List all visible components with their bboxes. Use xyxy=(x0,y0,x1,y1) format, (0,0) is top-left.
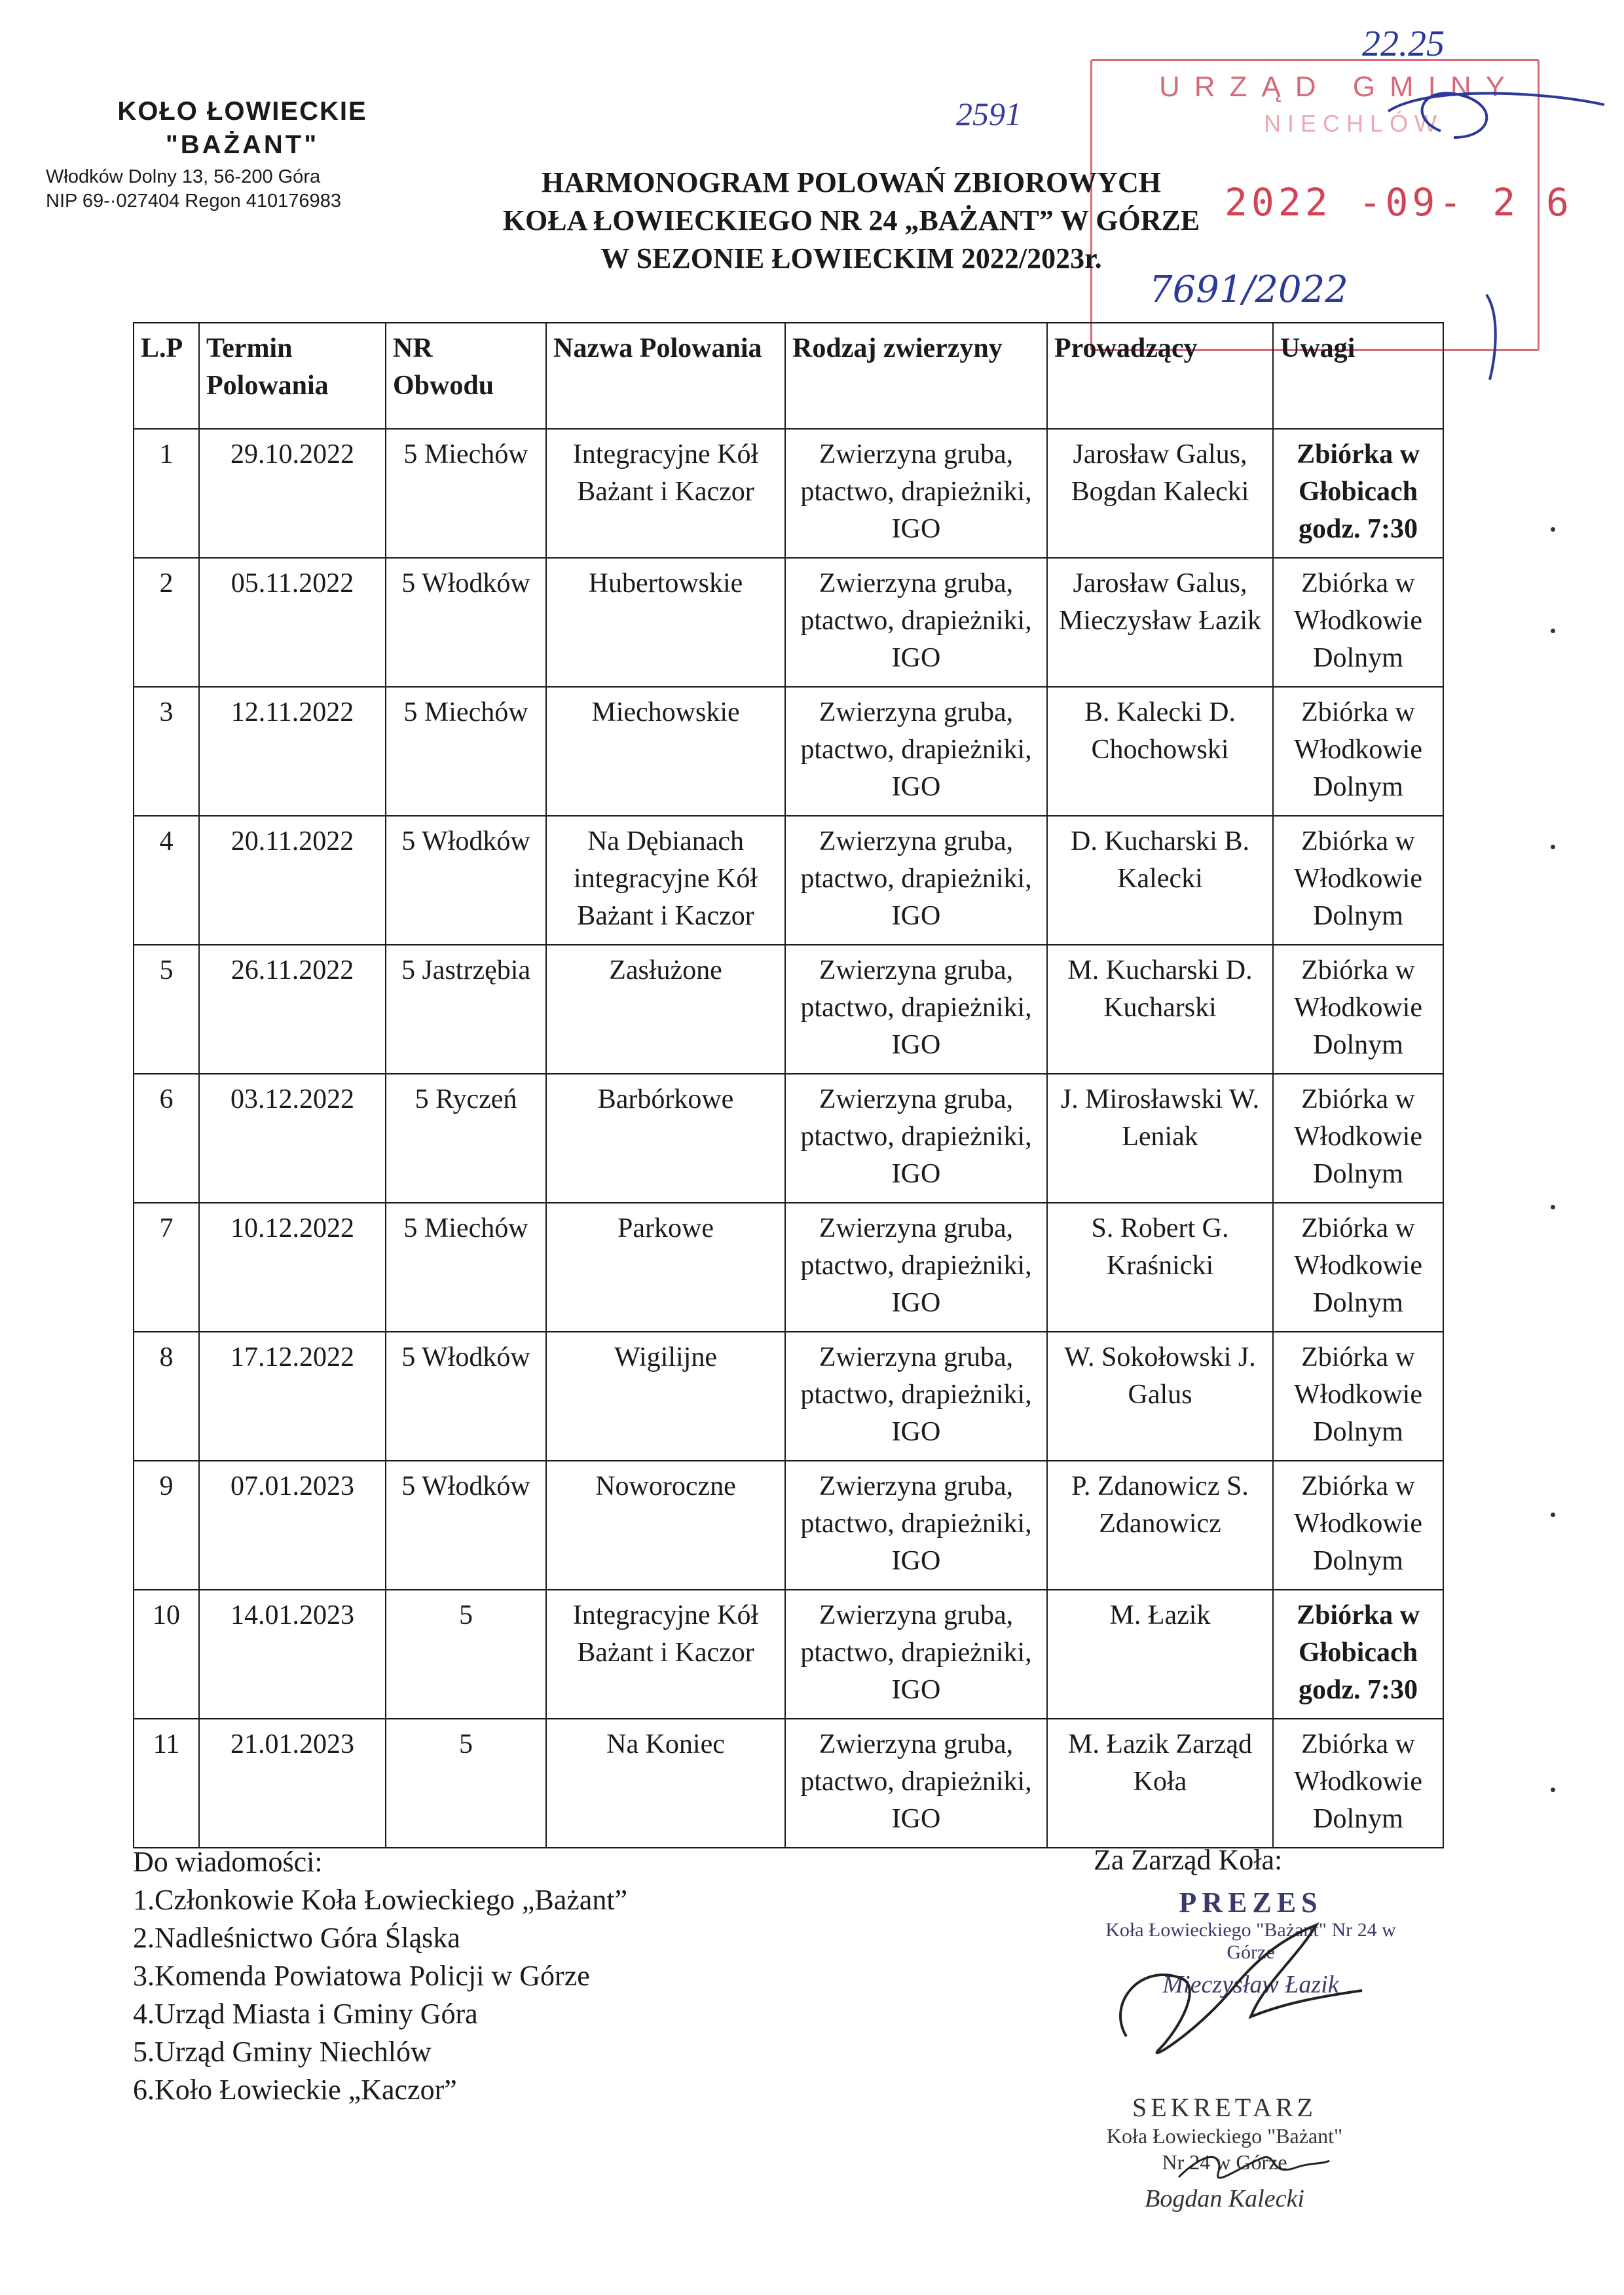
cell-leaders: W. Sokołowski J. Galus xyxy=(1047,1332,1273,1461)
cell-date: 20.11.2022 xyxy=(199,816,386,945)
list-item: 3.Komenda Powiatowa Policji w Górze xyxy=(133,1960,590,1992)
margin-dot xyxy=(1551,1205,1555,1209)
cell-name: Hubertowskie xyxy=(546,558,785,687)
registry-stamp-office: URZĄD GMINY xyxy=(1159,71,1519,103)
cell-lp: 11 xyxy=(134,1719,199,1848)
president-org: Koła Łowieckiego "Bażant" Nr 24 w Górze xyxy=(1105,1919,1396,1963)
cell-name: Parkowe xyxy=(546,1203,785,1332)
table-row xyxy=(134,945,1443,1074)
cell-leaders: P. Zdanowicz S. Zdanowicz xyxy=(1047,1461,1273,1590)
list-item: 6.Koło Łowieckie „Kaczor” xyxy=(133,2074,457,2106)
club-nickname: "BAŻANT" xyxy=(165,130,320,159)
cell-area: 5 xyxy=(386,1719,546,1848)
cell-area: 5 Włodków xyxy=(386,1461,546,1590)
cell-date: 26.11.2022 xyxy=(199,945,386,1074)
president-name: Mieczysław Łazik xyxy=(1162,1971,1339,1998)
signature-block xyxy=(1008,1843,1428,1877)
cell-area: 5 Włodków xyxy=(386,816,546,945)
table-row xyxy=(134,816,1443,945)
cell-lp: 4 xyxy=(134,816,199,945)
club-ids: NIP 69-·027404 Regon 410176983 xyxy=(46,191,341,211)
club-name: KOŁO ŁOWIECKIE xyxy=(117,97,367,126)
cell-game: Zwierzyna gruba, ptactwo, drapieżniki, IGO xyxy=(785,1074,1047,1203)
cell-name: Zasłużone xyxy=(546,945,785,1074)
cell-name: Integracyjne Kół Bażant i Kaczor xyxy=(546,429,785,558)
header-area: NR Obwodu xyxy=(386,323,546,429)
table-row xyxy=(134,1590,1443,1719)
registry-stamp-date: 2022 -09- 2 6 xyxy=(1225,180,1573,225)
cell-game: Zwierzyna gruba, ptactwo, drapieżniki, IGO xyxy=(785,1719,1047,1848)
registry-number: 7691/2022 xyxy=(1149,268,1348,311)
cell-name: Noworoczne xyxy=(546,1461,785,1590)
cell-notes: Zbiórka w Włodkowie Dolnym xyxy=(1273,945,1443,1074)
list-item: 1.Członkowie Koła Łowieckiego „Bażant” xyxy=(133,1884,628,1916)
cell-area: 5 Miechów xyxy=(386,1203,546,1332)
club-address: Włodków Dolny 13, 56-200 Góra xyxy=(46,166,321,187)
cell-leaders: B. Kalecki D. Chochowski xyxy=(1047,687,1273,816)
cell-notes: Zbiórka w Włodkowie Dolnym xyxy=(1273,1203,1443,1332)
cell-name: Barbórkowe xyxy=(546,1074,785,1203)
table-row xyxy=(134,429,1443,558)
list-item: 5.Urząd Gminy Niechlów xyxy=(133,2036,432,2068)
cell-date: 10.12.2022 xyxy=(199,1203,386,1332)
cell-date: 03.12.2022 xyxy=(199,1074,386,1203)
cell-area: 5 xyxy=(386,1590,546,1719)
cell-area: 5 Jastrzębia xyxy=(386,945,546,1074)
handwritten-corner-note: 22.25 xyxy=(1362,24,1445,64)
cell-name: Na Koniec xyxy=(546,1719,785,1848)
table-row xyxy=(134,1719,1443,1848)
cell-notes: Zbiórka w Głobicach godz. 7:30 xyxy=(1273,1590,1443,1719)
registry-stamp-subtitle: NIECHLÓW xyxy=(1264,110,1444,137)
cell-game: Zwierzyna gruba, ptactwo, drapieżniki, IGO xyxy=(785,429,1047,558)
cell-game: Zwierzyna gruba, ptactwo, drapieżniki, IGO xyxy=(785,816,1047,945)
table-row xyxy=(134,1332,1443,1461)
cell-game: Zwierzyna gruba, ptactwo, drapieżniki, IGO xyxy=(785,1590,1047,1719)
list-item: 4.Urząd Miasta i Gminy Góra xyxy=(133,1998,478,2030)
cell-area: 5 Miechów xyxy=(386,429,546,558)
cell-leaders: M. Kucharski D. Kucharski xyxy=(1047,945,1273,1074)
cell-area: 5 Ryczeń xyxy=(386,1074,546,1203)
margin-dot xyxy=(1551,1788,1555,1792)
cell-lp: 6 xyxy=(134,1074,199,1203)
distribution-list xyxy=(133,1843,627,2109)
cell-leaders: M. Łazik xyxy=(1047,1590,1273,1719)
cell-date: 05.11.2022 xyxy=(199,558,386,687)
margin-dot xyxy=(1551,845,1555,849)
cell-date: 29.10.2022 xyxy=(199,429,386,558)
secretary-org-1: Koła Łowieckiego "Bażant" xyxy=(1106,2124,1343,2148)
cell-lp: 3 xyxy=(134,687,199,816)
secretary-org-2: Nr 24 w Górze xyxy=(1162,2150,1287,2174)
cell-notes: Zbiórka w Włodkowie Dolnym xyxy=(1273,687,1443,816)
cell-date: 21.01.2023 xyxy=(199,1719,386,1848)
cell-notes: Zbiórka w Włodkowie Dolnym xyxy=(1273,816,1443,945)
handwritten-number: 2591 xyxy=(956,96,1022,132)
title-line-3: W SEZONIE ŁOWIECKIM 2022/2023r. xyxy=(600,242,1102,274)
margin-dot xyxy=(1551,1513,1555,1517)
cell-notes: Zbiórka w Włodkowie Dolnym xyxy=(1273,1719,1443,1848)
cell-area: 5 Włodków xyxy=(386,558,546,687)
cell-lp: 1 xyxy=(134,429,199,558)
cell-area: 5 Włodków xyxy=(386,1332,546,1461)
margin-dot xyxy=(1551,527,1555,532)
document-title xyxy=(458,164,1244,278)
secretary-stamp xyxy=(1022,2092,1428,2213)
cell-game: Zwierzyna gruba, ptactwo, drapieżniki, IGO xyxy=(785,1203,1047,1332)
cell-date: 12.11.2022 xyxy=(199,687,386,816)
cell-notes: Zbiórka w Włodkowie Dolnym xyxy=(1273,1074,1443,1203)
header-date: Termin Polowania xyxy=(199,323,386,429)
cell-game: Zwierzyna gruba, ptactwo, drapieżniki, IGO xyxy=(785,1461,1047,1590)
table-header-row xyxy=(134,323,1443,429)
cell-game: Zwierzyna gruba, ptactwo, drapieżniki, IGO xyxy=(785,1332,1047,1461)
cell-game: Zwierzyna gruba, ptactwo, drapieżniki, IGO xyxy=(785,687,1047,816)
letterhead-stamp xyxy=(39,97,445,212)
header-game: Rodzaj zwierzyny xyxy=(785,323,1047,429)
table-row xyxy=(134,1461,1443,1590)
margin-dot xyxy=(1551,629,1555,633)
cell-notes: Zbiórka w Włodkowie Dolnym xyxy=(1273,1461,1443,1590)
secretary-title: SEKRETARZ xyxy=(1132,2093,1317,2122)
header-name: Nazwa Polowania xyxy=(546,323,785,429)
title-line-1: HARMONOGRAM POLOWAŃ ZBIOROWYCH xyxy=(542,166,1161,198)
cell-lp: 8 xyxy=(134,1332,199,1461)
cell-leaders: J. Mirosławski W. Leniak xyxy=(1047,1074,1273,1203)
cell-name: Na Dębianach integracyjne Kół Bażant i Kaczor xyxy=(546,816,785,945)
cell-lp: 9 xyxy=(134,1461,199,1590)
distribution-heading: Do wiadomości: xyxy=(133,1846,323,1878)
cell-leaders: Jarosław Galus, Mieczysław Łazik xyxy=(1047,558,1273,687)
cell-date: 17.12.2022 xyxy=(199,1332,386,1461)
on-behalf-label: Za Zarząd Koła: xyxy=(1094,1844,1283,1876)
cell-leaders: S. Robert G. Kraśnicki xyxy=(1047,1203,1273,1332)
cell-lp: 7 xyxy=(134,1203,199,1332)
header-notes: Uwagi xyxy=(1273,323,1443,429)
cell-area: 5 Miechów xyxy=(386,687,546,816)
table-row xyxy=(134,1074,1443,1203)
cell-leaders: Jarosław Galus, Bogdan Kalecki xyxy=(1047,429,1273,558)
cell-name: Integracyjne Kół Bażant i Kaczor xyxy=(546,1590,785,1719)
cell-lp: 2 xyxy=(134,558,199,687)
title-line-2: KOŁA ŁOWIECKIEGO NR 24 „BAŻANT” W GÓRZE xyxy=(502,204,1200,236)
cell-notes: Zbiórka w Włodkowie Dolnym xyxy=(1273,558,1443,687)
cell-date: 14.01.2023 xyxy=(199,1590,386,1719)
hunting-schedule-table xyxy=(133,322,1444,1848)
cell-notes: Zbiórka w Głobicach godz. 7:30 xyxy=(1273,429,1443,558)
cell-date: 07.01.2023 xyxy=(199,1461,386,1590)
table-row xyxy=(134,1203,1443,1332)
list-item: 2.Nadleśnictwo Góra Śląska xyxy=(133,1922,460,1954)
president-stamp xyxy=(1080,1886,1421,1999)
cell-name: Miechowskie xyxy=(546,687,785,816)
cell-leaders: M. Łazik Zarząd Koła xyxy=(1047,1719,1273,1848)
cell-game: Zwierzyna gruba, ptactwo, drapieżniki, IGO xyxy=(785,558,1047,687)
cell-name: Wigilijne xyxy=(546,1332,785,1461)
cell-lp: 10 xyxy=(134,1590,199,1719)
cell-leaders: D. Kucharski B. Kalecki xyxy=(1047,816,1273,945)
cell-game: Zwierzyna gruba, ptactwo, drapieżniki, IGO xyxy=(785,945,1047,1074)
president-title: PREZES xyxy=(1179,1886,1323,1919)
header-lp: L.P xyxy=(134,323,199,429)
table-row xyxy=(134,558,1443,687)
table-row xyxy=(134,687,1443,816)
secretary-name: Bogdan Kalecki xyxy=(1145,2185,1304,2212)
cell-notes: Zbiórka w Włodkowie Dolnym xyxy=(1273,1332,1443,1461)
header-leaders: Prowadzący xyxy=(1047,323,1273,429)
cell-lp: 5 xyxy=(134,945,199,1074)
